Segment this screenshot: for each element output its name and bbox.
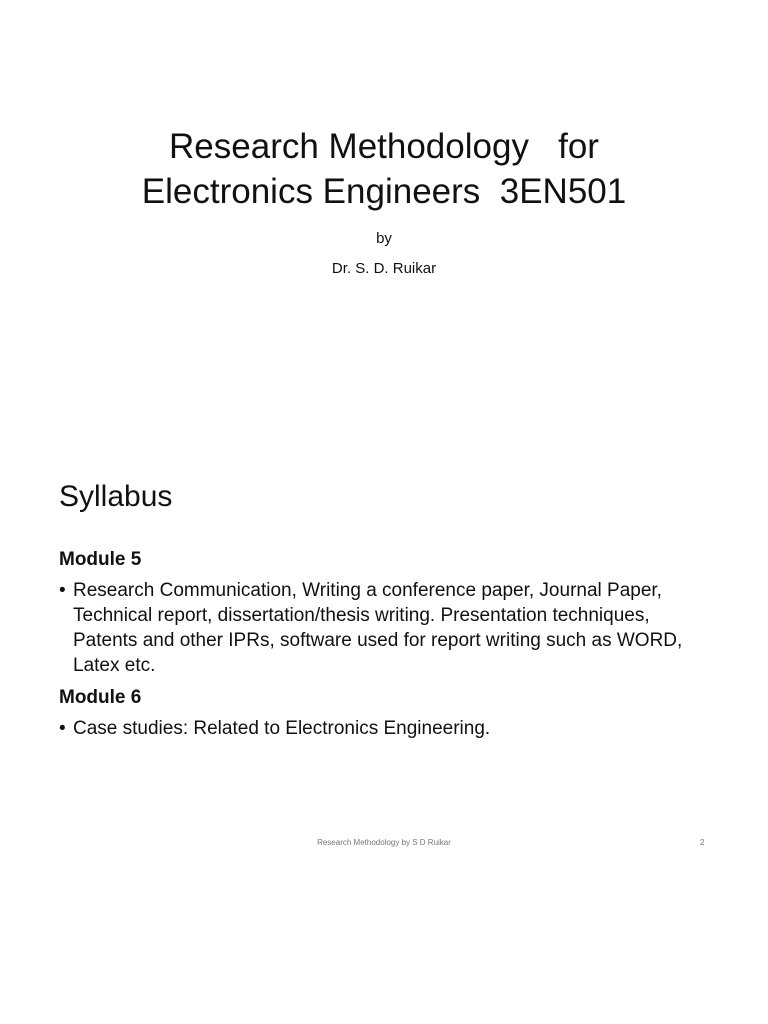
- author-name: Dr. S. D. Ruikar: [331, 260, 437, 277]
- module-title: Module 6: [59, 687, 142, 708]
- syllabus-slide: [0, 450, 768, 870]
- bullet-item: [59, 716, 719, 741]
- syllabus-heading: Syllabus: [59, 480, 173, 513]
- title-line-2: Electronics Engineers 3EN501: [141, 172, 627, 211]
- page-number: 2: [700, 838, 705, 847]
- module-section: [59, 548, 719, 678]
- syllabus-content: [59, 548, 719, 749]
- bullet-item: [59, 578, 719, 678]
- by-label: by: [376, 230, 392, 247]
- bullet-marker: •: [59, 580, 66, 601]
- title-line-1: Research Methodology for: [169, 127, 599, 166]
- bullet-text: Case studies: Related to Electronics Engineering.: [73, 718, 491, 739]
- module-bullets: [59, 716, 719, 741]
- title-slide: [0, 0, 768, 420]
- module-section: [59, 686, 719, 741]
- module-title: Module 5: [59, 549, 142, 570]
- slide-footer: Research Methodology by S D Ruikar: [317, 838, 451, 847]
- bullet-marker: •: [59, 718, 66, 739]
- bullet-text: Research Communication, Writing a conference paper, Journal Paper, Technical report, dissertation/thesis writing. Presentation techniques, Patents and other IPRs, software used for report writing such as WORD, Latex etc.: [73, 580, 683, 676]
- module-bullets: [59, 578, 719, 678]
- slide-title: [0, 124, 768, 214]
